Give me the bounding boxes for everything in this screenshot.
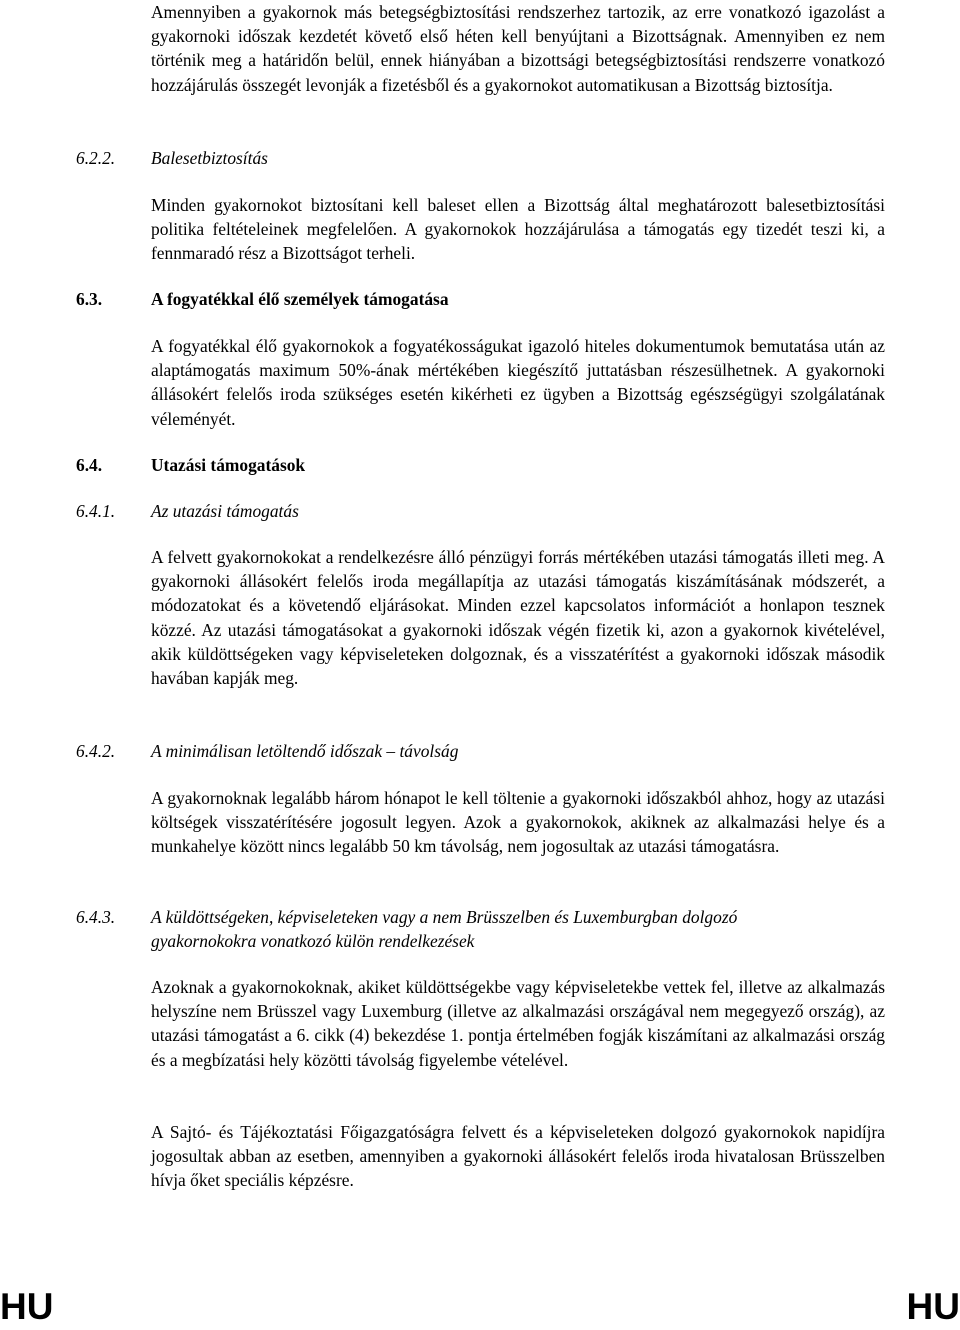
section-6-3-paragraph: A fogyatékkal élő gyakornokok a fogyatékosságukat igazoló hiteles dokumentumok bemutatása után az alaptámogatás maximum 50%-ának mértékében kiegészítő juttatásban részesülhetnek. A gyakornoki állásokért felelős iroda szükséges esetén kikérheti ez ügyben a Bizottság egészségügyi szolgálatának véleményét.: [151, 336, 885, 429]
section-title-6-3: A fogyatékkal élő személyek támogatása: [151, 289, 449, 309]
section-title-6-4-1: Az utazási támogatás: [151, 501, 299, 521]
footer-language-code-left: HU: [0, 1286, 54, 1327]
section-6-4-3-paragraph-1: Azoknak a gyakornokoknak, akiket küldöttségekbe vagy képviseletekbe vettek fel, illetve az alkalmazás helyszíne nem Brüsszel vagy Luxemburg (illetve az alkalmazási országával nem megegyező ország), az utazási támogatást a 6. cikk (4) bekezdése 1. pontja értelmében fogják kiszámítani az alkalmazási ország és a megbízatási hely közötti távolság figyelembe vételével.: [151, 977, 885, 1070]
intro-paragraph: Amennyiben a gyakornok más betegségbiztosítási rendszerhez tartozik, az erre vonatkozó igazolást a gyakornoki időszak kezdetét követő első héten kell benyújtani a Bizottságnak. Amennyiben ez nem történik meg a határidőn belül, ennek hiányában a bizottsági betegségbiztosítási rendszerre vonatkozó hozzájárulás összegét levonják a fizetésből és a gyakornokot automatikusan a Bizottság biztosítja.: [151, 2, 885, 95]
section-number-6-3: 6.3.: [76, 289, 103, 309]
section-title-6-4-3-line1: A küldöttségeken, képviseleteken vagy a nem Brüsszelben és Luxemburgban dolgozó: [151, 907, 738, 927]
section-title-6-2-2: Balesetbiztosítás: [151, 148, 268, 168]
section-number-6-4-3: 6.4.3.: [76, 907, 116, 927]
section-number-6-4-1: 6.4.1.: [76, 501, 116, 521]
footer-language-code-right: HU: [906, 1286, 960, 1327]
section-title-6-4: Utazási támogatások: [151, 455, 306, 475]
section-title-6-4-2: A minimálisan letöltendő időszak – távolság: [151, 741, 459, 761]
section-number-6-4-2: 6.4.2.: [76, 741, 116, 761]
section-6-4-3-paragraph-2: A Sajtó- és Tájékoztatási Főigazgatóságra felvett és a képviseleteken dolgozó gyakornokok napidíjra jogosultak abban az esetben, amennyiben a gyakornoki állásokért felelős iroda hivatalosan Brüsszelben hívja őket speciális képzésre.: [151, 1122, 885, 1191]
section-number-6-4: 6.4.: [76, 455, 103, 475]
section-number-6-2-2: 6.2.2.: [76, 148, 116, 168]
section-6-4-1-paragraph: A felvett gyakornokokat a rendelkezésre álló pénzügyi forrás mértékében utazási támogatás illeti meg. A gyakornoki állásokért felelős iroda megállapítja az utazási támogatás kiszámításának módszerét, a módozatokat és a követendő eljárásokat. Minden ezzel kapcsolatos információt a honlapon tesznek közzé. Az utazási támogatásokat a gyakornoki időszak végén fizetik ki, azon a gyakornok kivételével, akik küldöttségeken vagy képviseleteken dolgoznak, és a visszatérítést a gyakornoki időszak második havában kapják meg.: [151, 547, 885, 689]
section-6-2-2-paragraph: Minden gyakornokot biztosítani kell baleset ellen a Bizottság által meghatározott balesetbiztosítási politika feltételeinek megfelelően. A gyakornokok hozzájárulása a támogatás egy tizedét teszi ki, a fennmaradó rész a Bizottságot terheli.: [151, 195, 885, 264]
section-6-4-2-paragraph: A gyakornoknak legalább három hónapot le kell töltenie a gyakornoki időszakból ahhoz, hogy az utazási költségek visszatérítésére jogosult legyen. Azok a gyakornokok, akiknek az alkalmazási helye és a munkahelye között nincs legalább 50 km távolság, nem jogosultak az utazási támogatásra.: [151, 788, 885, 857]
section-title-6-4-3: [151, 905, 891, 953]
section-title-6-4-3-line2: gyakornokokra vonatkozó külön rendelkezések: [151, 931, 475, 952]
